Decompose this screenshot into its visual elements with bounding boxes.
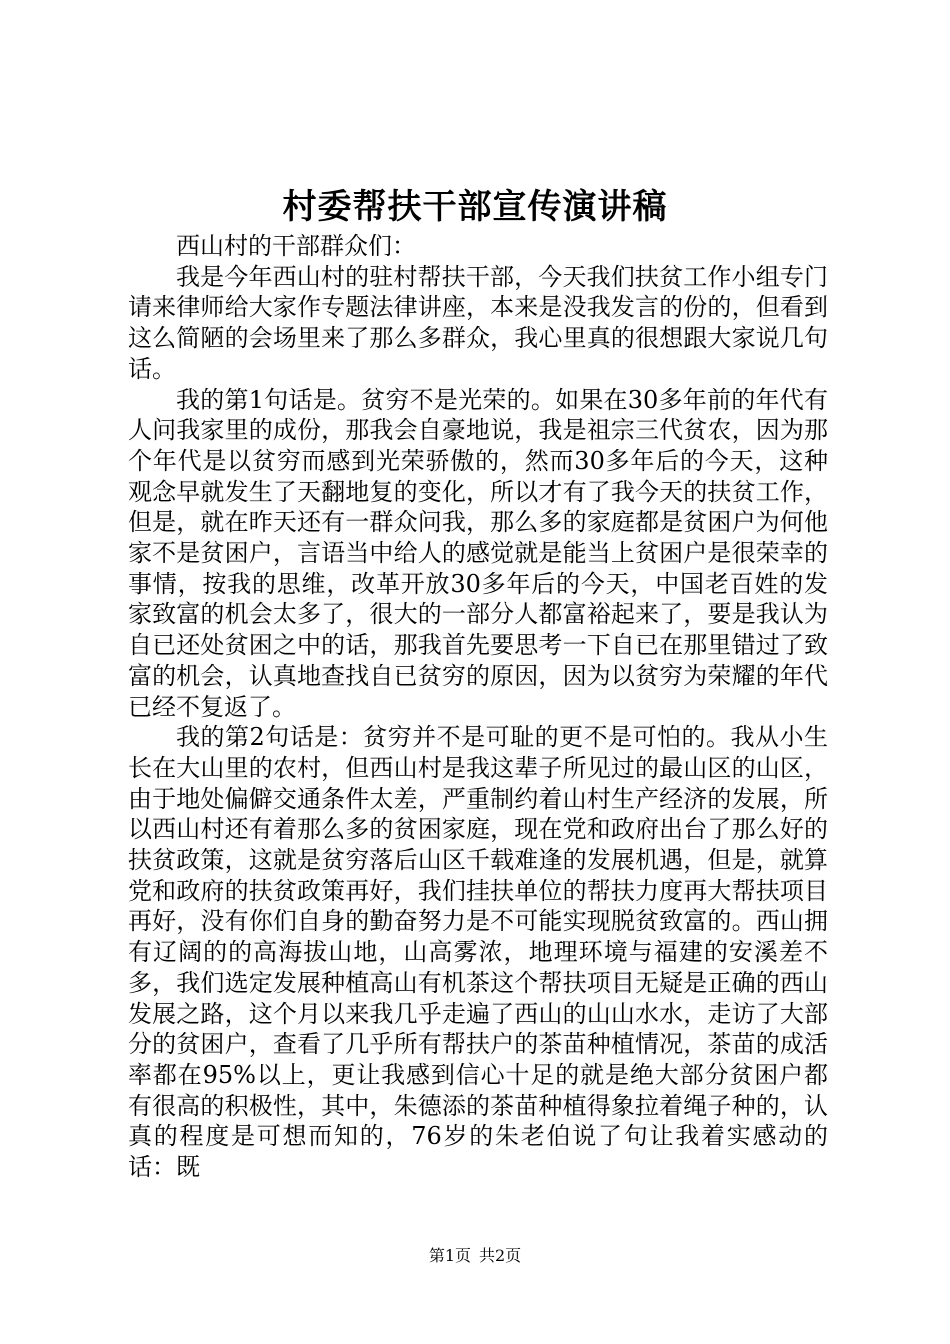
salutation: 西山村的干部群众们： bbox=[176, 232, 416, 260]
paragraph-3: 我的第2句话是：贫穷并不是可耻的更不是可怕的。我从小生长在大山里的农村，但西山村是我这辈子所见过的最山区的山区，由于地处偏僻交通条件太差，严重制约着山村生产经济的发展，所以西山村还有着那么多的贫困家庭，现在党和政府出台了那么好的扶贫政策，这就是贫穷落后山区千载难逢的发展机遇，但是，就算党和政府的扶贫政策再好，我们挂扶单位的帮扶力度再大帮扶项目再好，没有你们自身的勤奋努力是不可能实现脱贫致富的。西山拥有辽阔的的高海拔山地，山高雾浓，地理环境与福建的安溪差不多，我们选定发展种植高山有机茶这个帮扶项目无疑是正确的西山发展之路，这个月以来我几乎走遍了西山的山山水水，走访了大部分的贫困户，查看了几乎所有帮扶户的茶苗种植情况，茶苗的成活率都在95%以上，更让我感到信心十足的就是绝大部分贫困户都有很高的积极性，其中，朱德添的茶苗种植得象拉着绳子种的，认真的程度是可想而知的，76岁的朱老伯说了句让我着实感动的话：既 bbox=[128, 723, 828, 1182]
paragraph-2: 我的第1句话是。贫穷不是光荣的。如果在30多年前的年代有人问我家里的成份，那我会自豪地说，我是祖宗三代贫农，因为那个年代是以贫穷而感到光荣骄傲的，然而30多年后的今天，这种观念早就发生了天翻地复的变化，所以才有了我今天的扶贫工作，但是，就在昨天还有一群众问我，那么多的家庭都是贫困户为何他家不是贫困户，言语当中给人的感觉就是能当上贫困户是很荣幸的事情，按我的思维，改革开放30多年后的今天，中国老百姓的发家致富的机会太多了，很大的一部分人都富裕起来了，要是我认为自已还处贫困之中的话，那我首先要思考一下自已在那里错过了致富的机会，认真地查找自已贫穷的原因，因为以贫穷为荣耀的年代已经不复返了。 bbox=[128, 385, 828, 721]
document-title: 村委帮扶干部宣传演讲稿 bbox=[282, 187, 668, 227]
page-total: 共2页 bbox=[479, 1246, 522, 1265]
paragraph-1: 我是今年西山村的驻村帮扶干部，今天我们扶贫工作小组专门请来律师给大家作专题法律讲座，本来是没我发言的份的，但看到这么简陋的会场里来了那么多群众，我心里真的很想跟大家说几句话。 bbox=[128, 262, 828, 383]
document-body bbox=[128, 231, 828, 1183]
page-number: 第1页 bbox=[428, 1246, 471, 1265]
page-footer bbox=[0, 1245, 950, 1267]
